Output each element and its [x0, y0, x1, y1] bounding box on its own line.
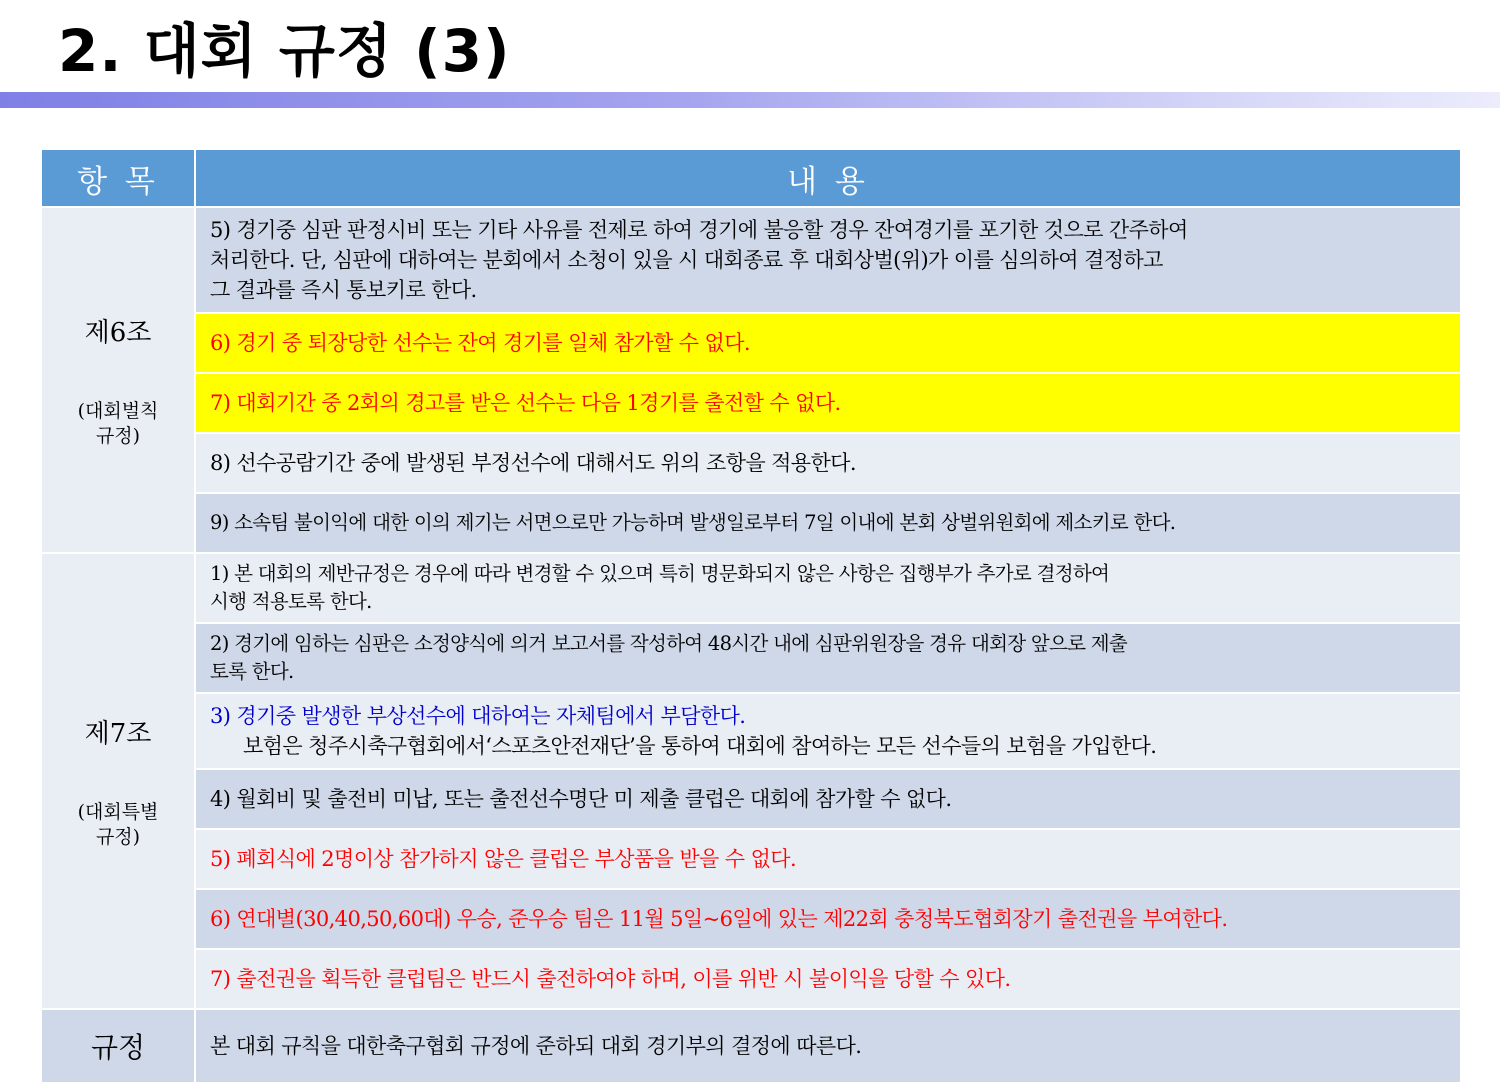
table-row	[41, 693, 1461, 769]
table-row	[41, 769, 1461, 829]
article6-title: 제6조	[84, 317, 152, 348]
footer-item-cell: 규정	[41, 1009, 195, 1083]
article6-rule-8: 8) 선수공람기간 중에 발생된 부정선수에 대해서도 위의 조항을 적용한다.	[195, 433, 1461, 493]
article7-rule-7: 7) 출전권을 획득한 클럽팀은 반드시 출전하여야 하며, 이를 위반 시 불이익을 당할 수 있다.	[195, 949, 1461, 1009]
table-row	[41, 949, 1461, 1009]
header-content: 내 용	[195, 149, 1461, 207]
table-row	[41, 553, 1461, 623]
article7-rule-2: 2) 경기에 임하는 심판은 소정양식에 의거 보고서를 작성하여 48시간 내에 심판위원장을 경유 대회장 앞으로 제출 토록 한다.	[195, 623, 1461, 693]
article6-rule-9: 9) 소속팀 불이익에 대한 이의 제기는 서면으로만 가능하며 발생일로부터 7일 이내에 본회 상벌위원회에 제소키로 한다.	[195, 493, 1461, 553]
article7-rule-6: 6) 연대별(30,40,50,60대) 우승, 준우승 팀은 11월 5일~6일에 있는 제22회 충청북도협회장기 출전권을 부여한다.	[195, 889, 1461, 949]
article6-rule-7: 7) 대회기간 중 2회의 경고를 받은 선수는 다음 1경기를 출전할 수 없다.	[195, 373, 1461, 433]
article7-rule-1: 1) 본 대회의 제반규정은 경우에 따라 변경할 수 있으며 특히 명문화되지 않은 사항은 집행부가 추가로 결정하여 시행 적용토록 한다.	[195, 553, 1461, 623]
article7-rule-3	[195, 693, 1461, 769]
article6-rule-6: 6) 경기 중 퇴장당한 선수는 잔여 경기를 일체 참가할 수 없다.	[195, 313, 1461, 373]
article7-title: 제7조	[84, 718, 152, 749]
title-underline-bar	[0, 92, 1500, 108]
article7-subtitle: (대회특별 규정)	[77, 800, 159, 848]
article6-rule-5: 5) 경기중 심판 판정시비 또는 기타 사유를 전제로 하여 경기에 불응할 경우 잔여경기를 포기한 것으로 간주하여 처리한다. 단, 심판에 대하여는 분회에서 소청이 있을 시 대회종료 후 대회상벌(위)가 이를 심의하여 결정하고 그 결과를 즉시 통보키로 한다.	[195, 207, 1461, 313]
article6-item-cell	[41, 207, 195, 553]
article7-rule-5: 5) 폐회식에 2명이상 참가하지 않은 클럽은 부상품을 받을 수 없다.	[195, 829, 1461, 889]
table-row	[41, 207, 1461, 313]
table-row	[41, 373, 1461, 433]
article7-rule-3-insurance: 보험은 청주시축구협회에서‘스포츠안전재단’을 통하여 대회에 참여하는 모든 선수들의 보험을 가입한다.	[243, 734, 1157, 758]
table-row	[41, 623, 1461, 693]
footer-content: 본 대회 규칙을 대한축구협회 규정에 준하되 대회 경기부의 결정에 따른다.	[195, 1009, 1461, 1083]
table-row	[41, 313, 1461, 373]
article6-subtitle: (대회벌칙 규정)	[77, 399, 159, 447]
article7-rule-4: 4) 월회비 및 출전비 미납, 또는 출전선수명단 미 제출 클럽은 대회에 참가할 수 없다.	[195, 769, 1461, 829]
table-row	[41, 829, 1461, 889]
article7-rule-3-main: 3) 경기중 발생한 부상선수에 대하여는 자체팀에서 부담한다.	[210, 704, 746, 728]
header-item: 항 목	[41, 149, 195, 207]
table-header-row	[41, 149, 1461, 207]
rules-table	[40, 148, 1462, 1084]
table-row	[41, 1009, 1461, 1083]
table-row	[41, 889, 1461, 949]
article7-item-cell	[41, 553, 195, 1009]
table-row	[41, 433, 1461, 493]
page-title: 2. 대회 규정 (3)	[58, 17, 511, 85]
table-row	[41, 493, 1461, 553]
